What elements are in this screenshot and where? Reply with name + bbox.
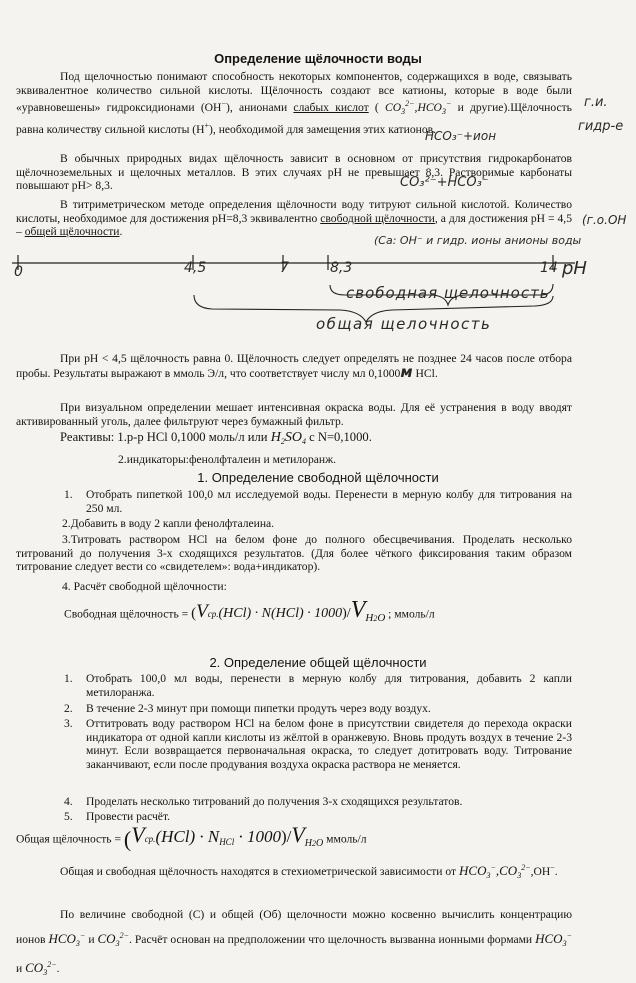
weak-acids-term: слабых кислот [293,101,369,115]
paragraph-text: , а для достижения pH = 4,5 – [16,211,572,239]
step-item: Проделать несколько титрований до получения 3-х сходящихся результатов. [86,795,463,808]
paragraph-text: HCl. [415,366,438,380]
paragraph-text: Под щелочностью понимают способность некоторых компонентов, содержащихся в воде, связывать эквивалентное количество сильной кислоты. Щёлочность создают все катионы, которые в воде были «уравновешены» гидроксидионами (OH [16,70,572,115]
paragraph-color-interference: При визуальном определении мешает интенсивная окраска воды. Для её устранения в воду вводят активированный уголь, далее фильтруют через бумажный фильтр. [16,401,572,428]
scale-label: 7 [280,260,289,276]
section-total-alkalinity-title: 2. Определение общей щёлочности [209,655,427,670]
paragraph-titration-method: В титриметрическом методе определения щёлочности воду титруют сильной кислотой. Количество кислоты, необходимое для достижения pH=8,3 эквивалентно свободной щёлочности, а для достижения pH = 4,5 – общей щёлочности. [16,198,572,239]
free-alkalinity-handwritten: свободная щелочность [346,284,550,302]
paragraph-text: ), анионами [225,101,288,115]
page-title: Определение щёлочности воды [214,51,422,66]
scale-label: 14 [540,260,558,276]
step-item: Отобрать 100,0 мл воды, перенести в мерную колбу для титрования, добавить 2 капли метилоранжа. [86,672,572,699]
step-item: В течение 2-3 минут при помощи пипетки продуть через воду воздух. [86,702,431,715]
step-item: Оттитровать воду раствором HCl на белом фоне в присутствии свидетеля до перехода окраски индикатора от одной капли кислоты из жёлтой в оранжевую. Вновь продуть воздух в течение 2-3 минут. Если возвращается первоначальная окраска, то следует дотитровать воду. Титрование заканчивают, если после продувания воздуха окраска раствора не меняется. [86,717,572,771]
free-alkalinity-term: свободной щёлочности [320,211,435,225]
scale-label: 4,5 [184,260,207,276]
paragraph-natural-waters: В обычных природных видах щёлочность зависит в основном от присутствия гидрокарбонатов щёлочноземельных и щелочных металлов. В этих случаях pH не превышает 8,3. Растворимые карбонаты повышают pH> 8,3. [16,152,572,193]
indicators-line: 2.индикаторы:фенолфталеин и метилоранж. [118,453,337,466]
step-item: 3.Титровать раствором HCl на белом фоне до полного обесцвечивания. Проделать несколько титрований до получения 3-х сходящихся результатов. (Для более чёткого фиксирования таким образом титрование следует вести со «свидетелем»: вода+индикатор). [16,533,572,574]
step-item: Отобрать пипеткой 100,0 мл исследуемой воды. Перенести в мерную колбу для титрования на 250 мл. [86,488,572,515]
scale-label: 0 [14,264,23,280]
handwritten-note: (г.о.ОН [582,213,627,227]
reagents-line: Реактивы: 1.р-р HCl 0,1000 моль/л или $H_2SO_4$ с N=0,1000. [60,430,372,446]
paragraph-definition: Под щелочностью понимают способность некоторых компонентов, содержащихся в воде, связывать эквивалентное количество сильной кислоты. Щёлочность создают все катионы, которые в воде были «уравновешены» гидроксидионами (OH−), анионами слабых кислот ( $CO_3^{2-},HCO_3^-$ и другие).Щёлочность равна количеству сильной кислоты (H+), необходимой для замещения этих катионов. [16,70,572,136]
handwritten-note: м [400,362,413,381]
document-page: Определение щёлочности воды Под щелочностью понимают способность некоторых компонентов, содержащихся в воде, связывать эквивалентное количество сильной кислоты. Щёлочность создают все катионы, которые в воде были «уравновешены» гидроксидионами (OH−), анионами слабых кислот ( $CO_3^{2-},HCO_3^-$ и другие).Щёлочность равна количеству сильной кислоты (H+), необходимой для замещения этих катионов. В обычных природных видах щёлочность зависит в основном от присутствия гидрокарбонатов щёлочноземельных и щелочных металлов. В этих случаях pH не превышает 8,3. Растворимые карбонаты повышают pH> 8,3. В титриметрическом методе определения щёлочности воду титруют сильной кислотой. Количество кислоты, необходимое для достижения pH=8,3 эквивалентно свободной щёлочности, а для достижения pH = 4,5 – общей щёлочности. г.и. гидр-е HCO₃⁻+ион CO₃²⁻+HCO₃⁻ (г.о.ОН (Ca: ОН⁻ и гидр. ионы анионы воды 0 4,5 7 8,3 14 pH свободная щелочность общая щелочность При pH < 4,5 щёлочность равна 0. Щёлочность следует определять не позднее 24 часов после отбора пробы. Результаты выражают в ммоль Э/л, что соответствует числу мл 0,1000м HCl. При визуальном определении мешает интенсивная окраска воды. Для её устранения в воду вводят активированный уголь, далее фильтруют через бумажный фильтр. Реактивы: 1.р-р HCl 0,1000 моль/л или $H_2SO_4$ с N=0,1000. 2.индикаторы:фенолфталеин и метилоранж. 1. Определение свободной щёлочности 1. Отобрать пипеткой 100,0 мл исследуемой воды. Перенести в мерную колбу для титрования на 250 мл. 2.Добавить в воду 2 капли фенолфталеина. 3.Титровать раствором HCl на белом фоне до полного обесцвечивания. Проделать несколько титрований до получения 3-х сходящихся результатов. (Для более чёткого фиксирования таким образом титрование следует вести со «свидетелем»: вода+индикатор). 4. Расчёт свободной щёлочности: Свободная щёлочность = (Vcp.(HCl) · N(HCl) · 1000)/VH2O ; ммоль/л 2. Определение общей щёлочности 1. Отобрать 100,0 мл воды, перенести в мерную колбу для титрования, добавить 2 капли метилоранжа. 2. В течение 2-3 минут при помощи пипетки продуть через воду воздух. 3. Оттитровать воду раствором HCl на белом фоне в присутствии свидетеля до перехода окраски индикатора от одной капли кислоты из жёлтой в оранжевую. Вновь продуть воздух в течение 2-3 минут. Если возвращается первоначальная окраска, то следует дотитровать воду. Титрование заканчивают, если после продувания воздуха окраска раствора не меняется. 4. Проделать несколько титрований до получения 3-х сходящихся результатов. 5. Провести расчёт. Общая щёлочность = $(Vcp.(HCl) \cdot N_{HCl} \cdot 1000)/VH2O$ ммоль/л Общая и свободная щёлочность находятся в стехиометрической зависимости от $HCO_3^-,CO_3^{2-},OH^-$. По величине свободной (С) и общей (Об) щелочности можно косвенно вычислить концентрацию ионов $HCO_3^-$ и $CO_3^{2-}$. Расчёт основан на предположении что щелочность вызванна ионными формами $HCO_3^-$ и $CO_3^{2-}$. [0,0,636,969]
section-free-alkalinity-title: 1. Определение свободной щёлочности [197,470,439,485]
step-item: 4. Расчёт свободной щёлочности: [62,580,227,593]
paragraph-text: При pH < 4,5 щёлочность равна 0. Щёлочность следует определять не позднее 24 часов после отбора пробы. Результаты выражают в ммоль Э/л, что соответствует числу мл 0,1000 [16,352,572,380]
paragraph-text: В титриметрическом методе определения щёлочности воду титруют сильной кислотой. Количество кислоты, необходимое для достижения pH=8,3 эквивалентно [16,198,572,225]
total-alkalinity-handwritten: общая щелочность [316,315,492,333]
handwritten-note: HCO₃⁻+ион [425,129,497,143]
handwritten-note: (Ca: ОН⁻ и гидр. ионы анионы воды [374,234,582,247]
handwritten-note: гидр-е [578,119,624,134]
formula-total-alkalinity: Общая щёлочность = $(Vcp.(HCl) \cdot N_{HCl} \cdot 1000)/VH2O$ ммоль/л [16,822,367,852]
step-item: Провести расчёт. [86,810,171,823]
scale-ph-label: pH [562,258,587,279]
total-alkalinity-term: общей щёлочности [24,225,120,239]
paragraph-text: и другие).Щёлочность равна количеству сильной кислоты (H [16,101,572,136]
handwritten-note: г.и. [584,95,608,110]
paragraph-text: ), необходимой для замещения этих катионов. [209,122,436,136]
paragraph-zero-alkalinity [16,352,572,380]
step-item: 2.Добавить в воду 2 капли фенолфталеина. [62,517,275,530]
scale-label: 8,3 [330,260,353,276]
paragraph-stoichiometry: Общая и свободная щёлочность находятся в стехиометрической зависимости от $HCO_3^-,CO_3^{2-},OH^-$. [60,863,558,880]
handwritten-note: CO₃²⁻+HCO₃⁻ [400,175,489,190]
formula-free-alkalinity: Свободная щёлочность = (Vcp.(HCl) · N(HCl) · 1000)/VH2O ; ммоль/л [64,597,435,624]
paragraph-indirect-calculation: По величине свободной (С) и общей (Об) щелочности можно косвенно вычислить концентрацию ионов $HCO_3^-$ и $CO_3^{2-}$. Расчёт основан на предположении что щелочность вызванна ионными формами $HCO_3^-$ и $CO_3^{2-}$. [16,908,572,977]
